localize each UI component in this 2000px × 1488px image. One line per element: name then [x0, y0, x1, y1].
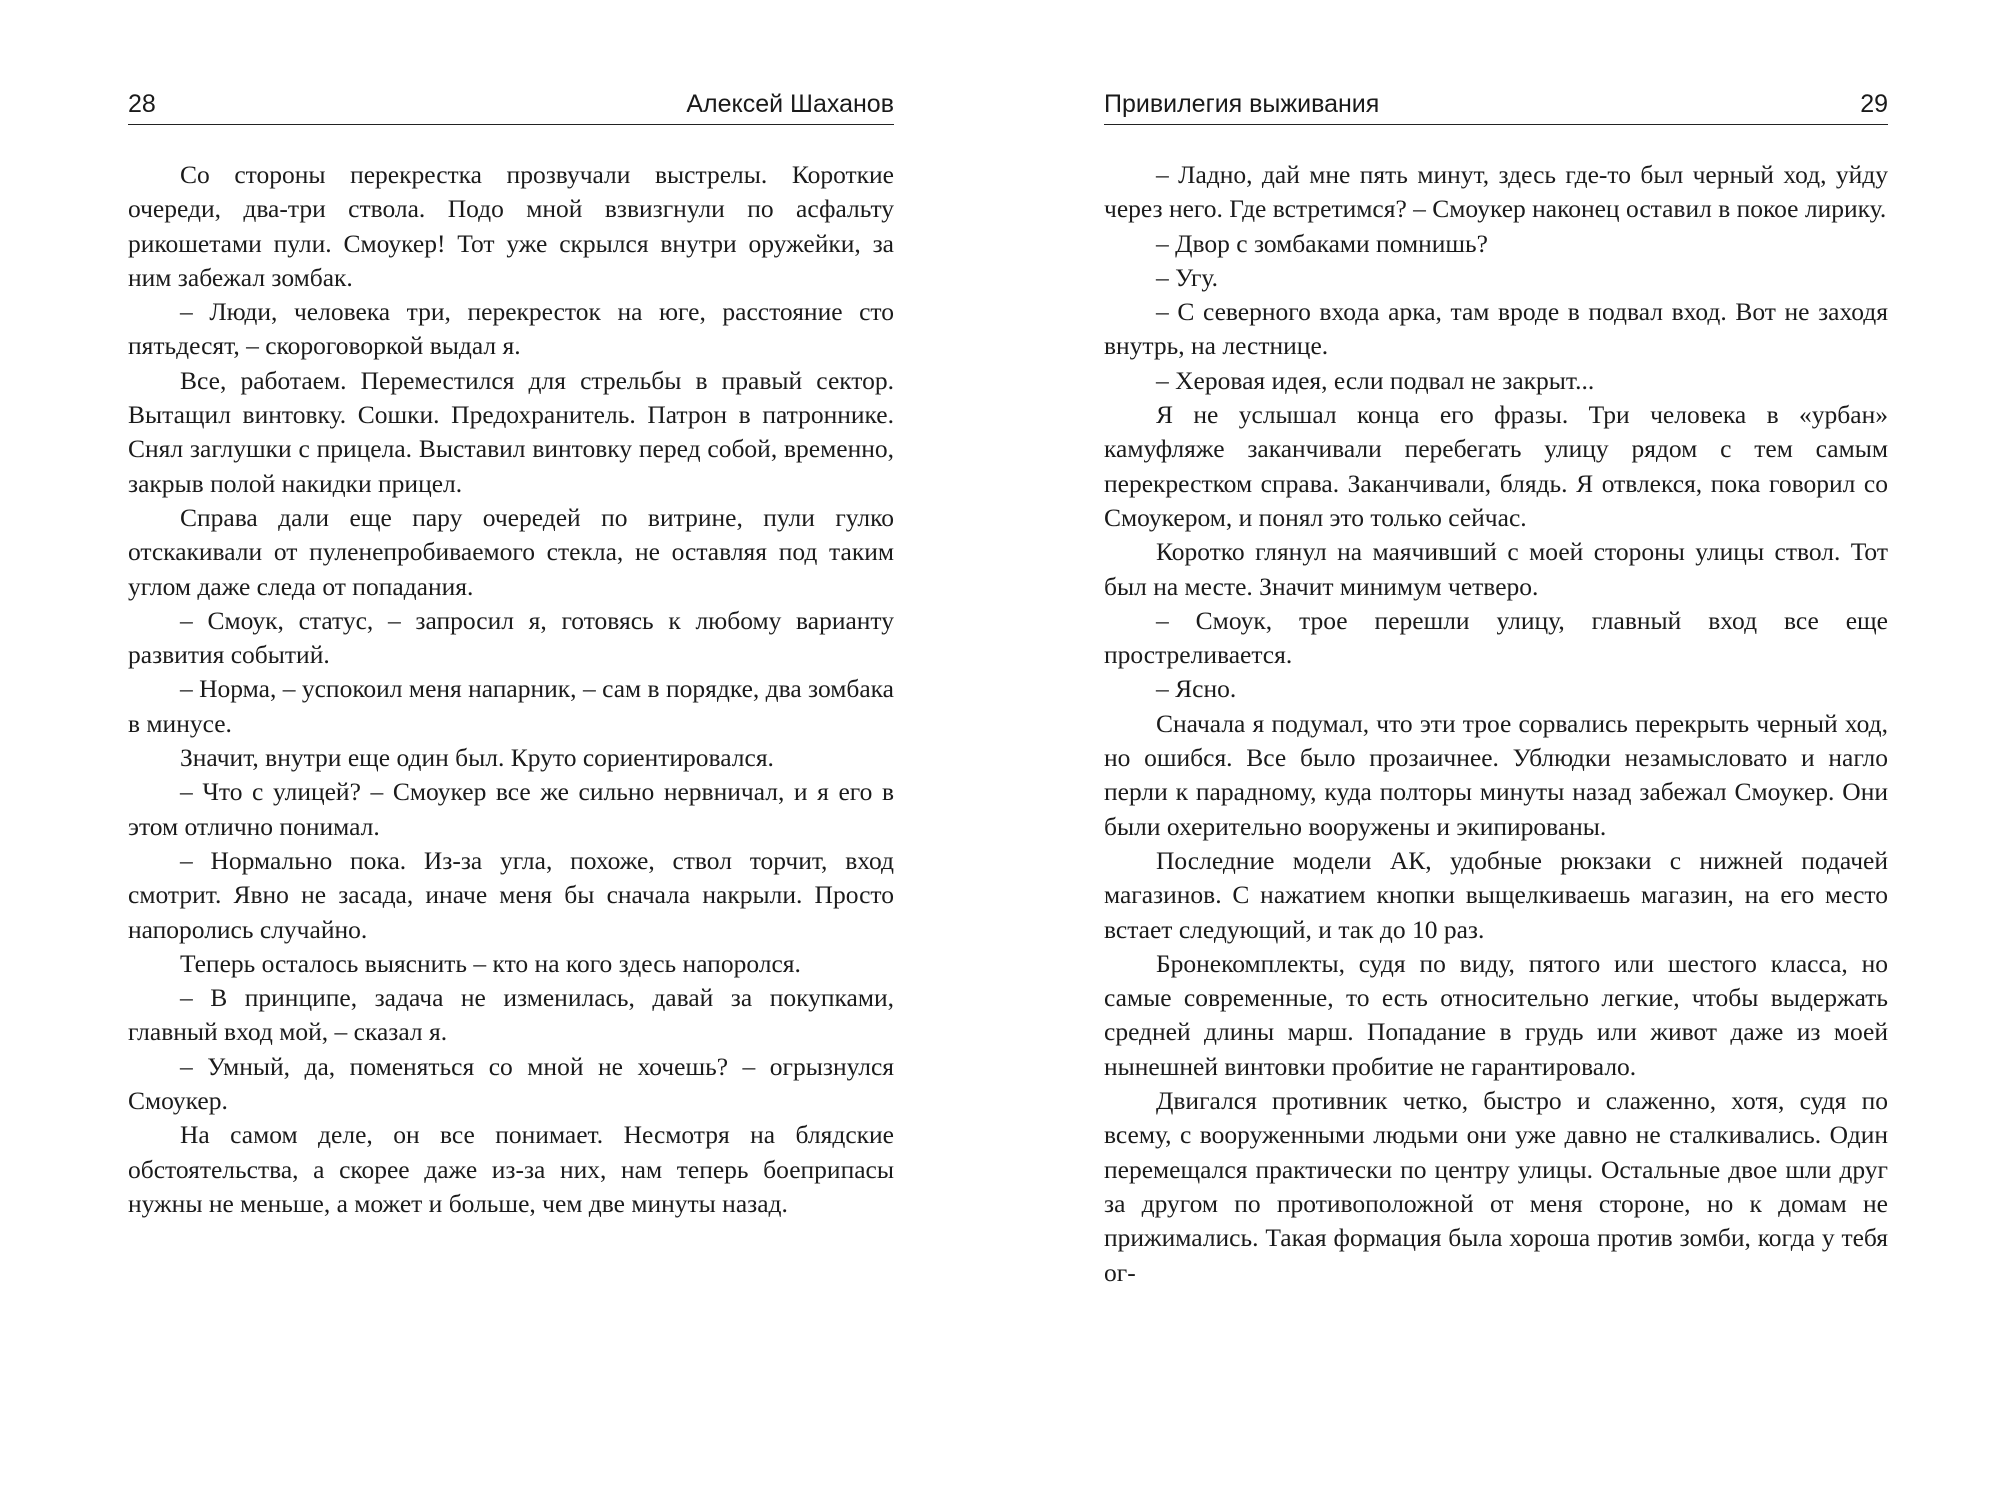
paragraph: – Двор с зомбаками помнишь? [1156, 228, 1488, 258]
paragraph: – Смоук, статус, – запросил я, готовясь к любому варианту развития событий. [128, 605, 894, 670]
right-header-rule [1104, 124, 1888, 125]
right-body-text [1104, 158, 1888, 1290]
paragraph: Я не услышал конца его фразы. Три человека в «урбан» камуфляже заканчивали перебегать улицу рядом с тем самым перекрестком справа. Заканчивали, блядь. Я отвлекся, пока говорил со Смоукером, и понял это только сейчас. [1104, 400, 1888, 532]
paragraph: – Люди, человека три, перекресток на юге, расстояние сто пятьдесят, – скороговоркой выдал я. [128, 297, 894, 361]
left-body-text [128, 158, 894, 1221]
paragraph: – С северного входа арка, там вроде в подвал вход. Вот не заходя внутрь, на лестнице. [1104, 297, 1888, 361]
paragraph: Коротко глянул на маячивший с моей стороны улицы ствол. Тот был на месте. Значит минимум четверо. [1104, 537, 1888, 601]
paragraph: На самом деле, он все понимает. Несмотря на блядские обстоятельства, а скорее даже из-за них, нам теперь боеприпасы нужны не меньше, а может и больше, чем две минуты назад. [128, 1120, 894, 1218]
right-page [1104, 0, 1888, 1488]
paragraph: – Что с улицей? – Смоукер все же сильно нервничал, и я его в этом отлично понимал. [128, 777, 894, 841]
paragraph: – Умный, да, поменяться со мной не хочешь? – огрызнулся Смоукер. [128, 1051, 894, 1116]
paragraph: – Угу. [1156, 262, 1218, 292]
paragraph: – Ясно. [1156, 674, 1237, 704]
paragraph: – Херовая идея, если подвал не закрыт... [1156, 365, 1595, 395]
paragraph: Бронекомплекты, судя по виду, пятого или шестого класса, но самые современные, то есть относительно легкие, чтобы выдержать средней длины марш. Попадание в грудь или живот даже из моей нынешней винтовки пробитие не гарантировало. [1104, 948, 1888, 1081]
left-header-rule [128, 124, 894, 125]
paragraph: – Нормально пока. Из-за угла, похоже, ствол торчит, вход смотрит. Явно не засада, иначе меня бы сначала накрыли. Просто напоролись случайно. [128, 845, 894, 944]
left-running-head-title: Алексей Шаханов [686, 90, 894, 118]
paragraph: – В принципе, задача не изменилась, давай за покупками, главный вход мой, – сказал я. [128, 983, 894, 1047]
paragraph: Сначала я подумал, что эти трое сорвались перекрыть черный ход, но ошибся. Все было прозаичнее. Ублюдки незамысловато и нагло перли к парадному, куда полторы минуты назад забежал Смоукер. Они были охерительно вооружены и экипированы. [1104, 708, 1888, 841]
right-running-head [1104, 88, 1888, 128]
paragraph: Теперь осталось выяснить – кто на кого здесь напоролся. [180, 948, 801, 978]
right-running-head-title: Привилегия выживания [1104, 90, 1380, 118]
paragraph: – Смоук, трое перешли улицу, главный вход все еще простреливается. [1104, 605, 1888, 670]
paragraph: Справа дали еще пару очередей по витрине, пули гулко отскакивали от пуленепробиваемого стекла, не оставляя под таким углом даже следа от попадания. [128, 502, 894, 601]
paragraph: Со стороны перекрестка прозвучали выстрелы. Короткие очереди, два-три ствола. Подо мной взвизгнули по асфальту рикошетами пули. Смоукер! Тот уже скрылся внутри оружейки, за ним забежал зомбак. [128, 160, 894, 292]
left-page [128, 0, 894, 1488]
paragraph: – Ладно, дай мне пять минут, здесь где-то был черный ход, уйду через него. Где встретимся? – Смоукер наконец оставил в покое лирику. [1104, 160, 1888, 224]
left-running-head [128, 88, 894, 128]
left-page-number: 28 [128, 90, 156, 118]
paragraph: – Норма, – успокоил меня напарник, – сам в порядке, два зомбака в минусе. [128, 674, 894, 738]
right-page-number: 29 [1860, 90, 1888, 118]
paragraph: Двигался противник четко, быстро и слаженно, хотя, судя по всему, с вооруженными людьми они уже давно не сталкивались. Один перемещался практически по центру улицы. Остальные двое шли друг за другом по противоположной от меня стороне, но к домам не прижимались. Такая формация была хороша против зомби, когда у тебя ог- [1104, 1086, 1888, 1287]
paragraph: Все, работаем. Переместился для стрельбы в правый сектор. Вытащил винтовку. Сошки. Предохранитель. Патрон в патроннике. Снял заглушки с прицела. Выставил винтовку перед собой, временно, закрыв полой накидки прицел. [128, 365, 894, 498]
paragraph: Последние модели АК, удобные рюкзаки с нижней подачей магазинов. С нажатием кнопки выщелкиваешь магазин, на его место встает следующий, и так до 10 раз. [1104, 845, 1888, 944]
paragraph: Значит, внутри еще один был. Круто сориентировался. [180, 743, 774, 773]
